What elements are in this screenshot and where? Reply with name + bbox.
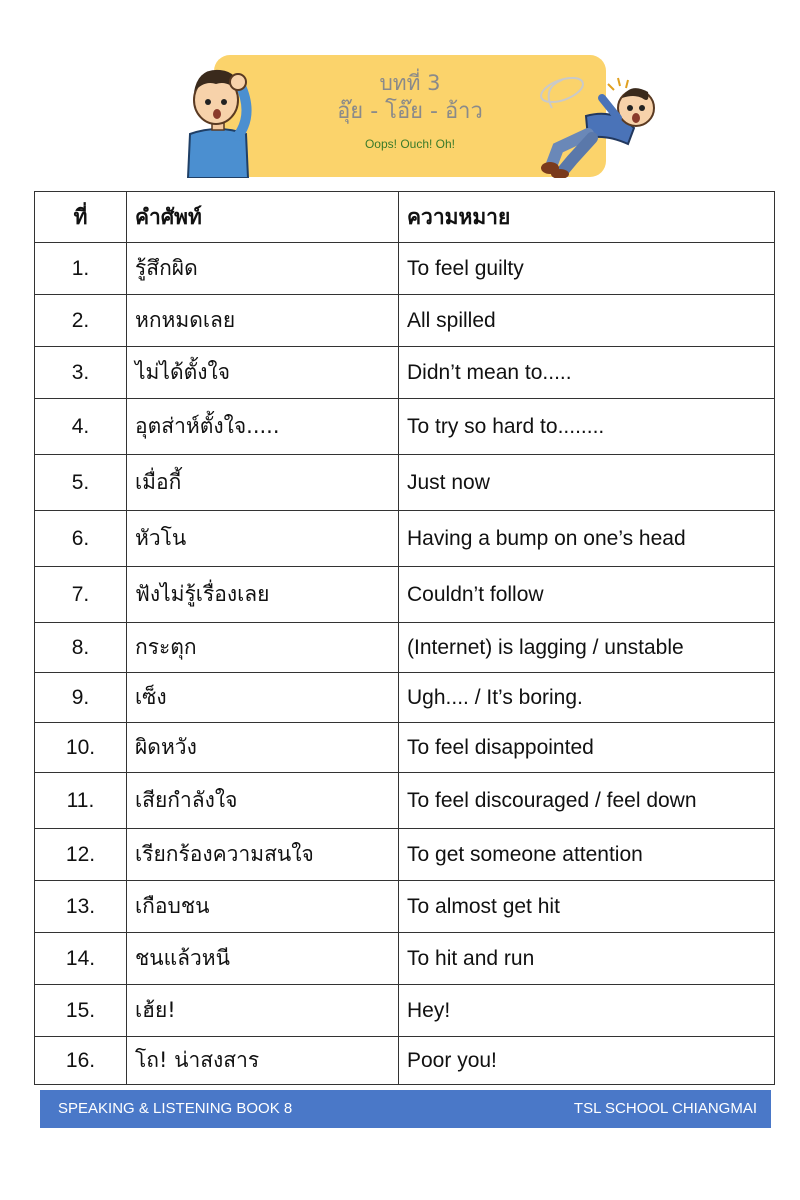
table-row [35,985,775,1037]
row-number: 2. [35,295,127,347]
table-row [35,295,775,347]
row-meaning: To try so hard to........ [399,399,775,455]
row-number: 11. [35,773,127,829]
row-meaning: To feel discouraged / feel down [399,773,775,829]
row-meaning: Ugh.... / It’s boring. [399,673,775,723]
confused-boy-icon [176,58,260,178]
row-meaning: Having a bump on one’s head [399,511,775,567]
row-thai-word: เรียกร้องความสนใจ [127,829,399,881]
table-row [35,881,775,933]
table-header-row [35,192,775,243]
row-thai-word: เสียกำลังใจ [127,773,399,829]
row-meaning: To get someone attention [399,829,775,881]
row-meaning: To hit and run [399,933,775,985]
row-thai-word: หัวโน [127,511,399,567]
table-row [35,347,775,399]
row-number: 13. [35,881,127,933]
table-row [35,933,775,985]
lesson-english-title: Oops! Ouch! Oh! [364,137,456,151]
row-number: 3. [35,347,127,399]
page-footer [40,1090,771,1128]
table-row [35,773,775,829]
row-number: 8. [35,623,127,673]
row-number: 9. [35,673,127,723]
header-no: ที่ [35,192,127,243]
row-meaning: To feel guilty [399,243,775,295]
table-row [35,567,775,623]
lesson-title: บทที่ 3 [379,71,441,95]
table-row [35,399,775,455]
row-number: 15. [35,985,127,1037]
row-number: 10. [35,723,127,773]
row-thai-word: ผิดหวัง [127,723,399,773]
row-thai-word: โถ! น่าสงสาร [127,1037,399,1085]
row-number: 1. [35,243,127,295]
row-thai-word: ชนแล้วหนี [127,933,399,985]
row-number: 7. [35,567,127,623]
table-row [35,829,775,881]
row-meaning: Couldn’t follow [399,567,775,623]
footer-school-name: TSL SCHOOL CHIANGMAI [573,1100,757,1117]
header-meaning: ความหมาย [399,192,775,243]
row-thai-word: เซ็ง [127,673,399,723]
row-thai-word: เฮ้ย! [127,985,399,1037]
row-meaning: Hey! [399,985,775,1037]
row-thai-word: อุตส่าห์ตั้งใจ..... [127,399,399,455]
row-thai-word: เมื่อกี้ [127,455,399,511]
row-number: 16. [35,1037,127,1085]
row-thai-word: เกือบชน [127,881,399,933]
row-number: 4. [35,399,127,455]
table-row [35,511,775,567]
row-thai-word: กระตุก [127,623,399,673]
row-thai-word: หกหมดเลย [127,295,399,347]
row-number: 12. [35,829,127,881]
table-row [35,455,775,511]
row-thai-word: รู้สึกผิด [127,243,399,295]
row-number: 6. [35,511,127,567]
row-meaning: Just now [399,455,775,511]
row-meaning: All spilled [399,295,775,347]
row-number: 5. [35,455,127,511]
row-meaning: Poor you! [399,1037,775,1085]
row-meaning: To almost get hit [399,881,775,933]
vocabulary-table [34,191,775,1085]
footer-book-title: SPEAKING & LISTENING BOOK 8 [58,1100,293,1117]
row-thai-word: ไม่ได้ตั้งใจ [127,347,399,399]
table-row [35,1037,775,1085]
lesson-subtitle: อุ๊ย - โอ๊ย - อ้าว [337,99,483,124]
row-meaning: (Internet) is lagging / unstable [399,623,775,673]
falling-man-icon [532,68,660,178]
row-meaning: Didn’t mean to..... [399,347,775,399]
row-meaning: To feel disappointed [399,723,775,773]
table-row [35,243,775,295]
row-thai-word: ฟังไม่รู้เรื่องเลย [127,567,399,623]
row-number: 14. [35,933,127,985]
table-row [35,723,775,773]
table-row [35,623,775,673]
header-word: คำศัพท์ [127,192,399,243]
table-row [35,673,775,723]
